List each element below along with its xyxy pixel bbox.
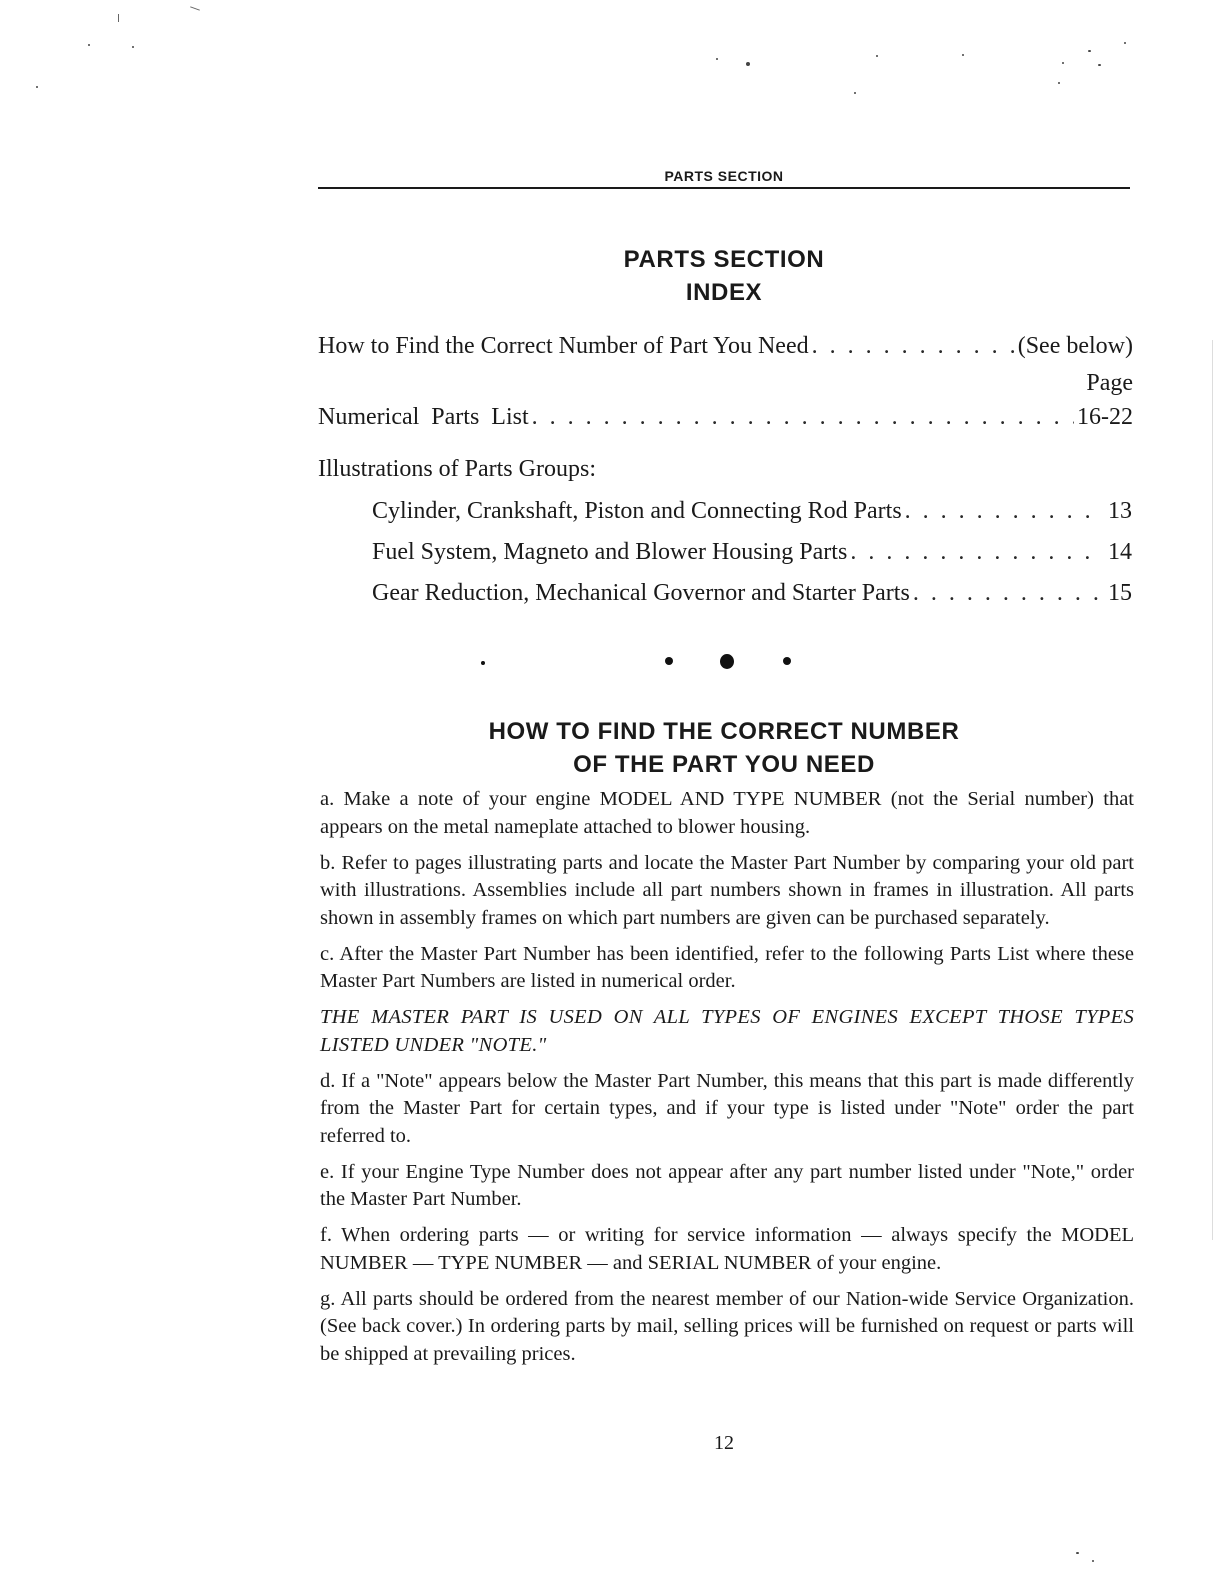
divider-dot [783,657,791,665]
index-entry-how-to-find [318,330,1133,362]
scan-speck [746,62,750,66]
dot-leader [850,536,1101,568]
index-entry-label: Numerical Parts List [318,404,529,430]
instruction-c: c. After the Master Part Number has been identified, refer to the following Parts List where these Master Part Numbers are listed in numerical order. [320,942,1134,992]
divider-dot [665,657,673,665]
index-entry-ref: (See below) [1017,333,1133,359]
index-entry-numerical-list [318,401,1133,433]
dot-leader [812,330,1015,362]
index-entry-label: How to Find the Correct Number of Part You Need [318,333,809,359]
instruction-b: b. Refer to pages illustrating parts and locate the Master Part Number by comparing your old part with illustrations. Assemblies include all part numbers shown in frames in illustration. All parts shown in assembly frames on which part numbers are given can be purchased separately. [320,851,1134,929]
header-rule [318,187,1130,189]
section-heading-line-1: HOW TO FIND THE CORRECT NUMBER [488,718,960,745]
dot-leader [905,495,1101,527]
section-heading-line-2: OF THE PART YOU NEED [573,751,875,778]
scan-speck [36,86,38,88]
instructions [320,786,1134,1377]
section-heading [318,715,1130,781]
instruction-f: f. When ordering parts — or writing for service information — always specify the MODEL NUMBER — TYPE NUMBER — and SERIAL NUMBER of your engine. [320,1224,1134,1274]
running-head: PARTS SECTION [664,168,784,184]
illustrations-heading: Illustrations of Parts Groups: [318,456,596,482]
divider-dot-large [720,654,734,669]
index-entry-page: 15 [1108,580,1132,606]
title-line-1: PARTS SECTION [623,246,825,273]
scan-speck [1092,1560,1094,1562]
index-entry-label: Gear Reduction, Mechanical Governor and Starter Parts [372,580,910,606]
index-entry-ref: 16-22 [1077,404,1133,430]
instruction-e: e. If your Engine Type Number does not appear after any part number listed under "Note," order the Master Part Number. [320,1160,1134,1210]
scan-speck [716,58,718,60]
index-entry-page: 13 [1108,498,1132,524]
scan-speck [1098,64,1101,66]
scan-speck [876,55,878,57]
dot-leader [913,577,1101,609]
instruction-a: a. Make a note of your engine MODEL AND TYPE NUMBER (not the Serial number) that appears on the metal nameplate attached to blower housing. [320,788,1134,838]
scan-mark [1212,340,1213,1240]
scan-speck [1062,62,1064,64]
index-entry-label: Fuel System, Magneto and Blower Housing Parts [372,539,848,565]
scan-speck [854,92,856,94]
instruction-g: g. All parts should be ordered from the nearest member of our Nation-wide Service Organization. (See back cover.) In ordering parts by mail, selling prices will be furnished on request or parts will be shipped at prevailing prices. [320,1287,1134,1365]
scan-speck [1088,50,1091,52]
divider-dot [481,661,485,665]
dot-leader [532,401,1074,433]
index-entry-illustration [372,495,1132,527]
scan-mark [190,6,200,10]
scan-speck [132,46,134,48]
index-entry-illustration [372,577,1132,609]
scan-speck [962,54,964,56]
scan-mark [118,14,119,22]
page-number: 12 [714,1432,734,1454]
page-title [318,243,1130,309]
master-part-note: THE MASTER PART IS USED ON ALL TYPES OF ENGINES EXCEPT THOSE TYPES LISTED UNDER "NOTE." [320,1006,1134,1056]
section-divider [0,650,1224,674]
scan-speck [1058,82,1060,84]
title-line-2: INDEX [685,279,763,306]
scan-speck [1124,42,1126,44]
index-entry-page: 14 [1108,539,1132,565]
index-entry-illustration [372,536,1132,568]
scan-speck [88,44,90,46]
instruction-d: d. If a "Note" appears below the Master Part Number, this means that this part is made differently from the Master Part for certain types, and if your type is listed under "Note" order the part referred to. [320,1069,1134,1147]
page-column-label: Page [1086,370,1133,396]
index-entry-label: Cylinder, Crankshaft, Piston and Connecting Rod Parts [372,498,902,524]
scan-speck [1076,1552,1079,1554]
